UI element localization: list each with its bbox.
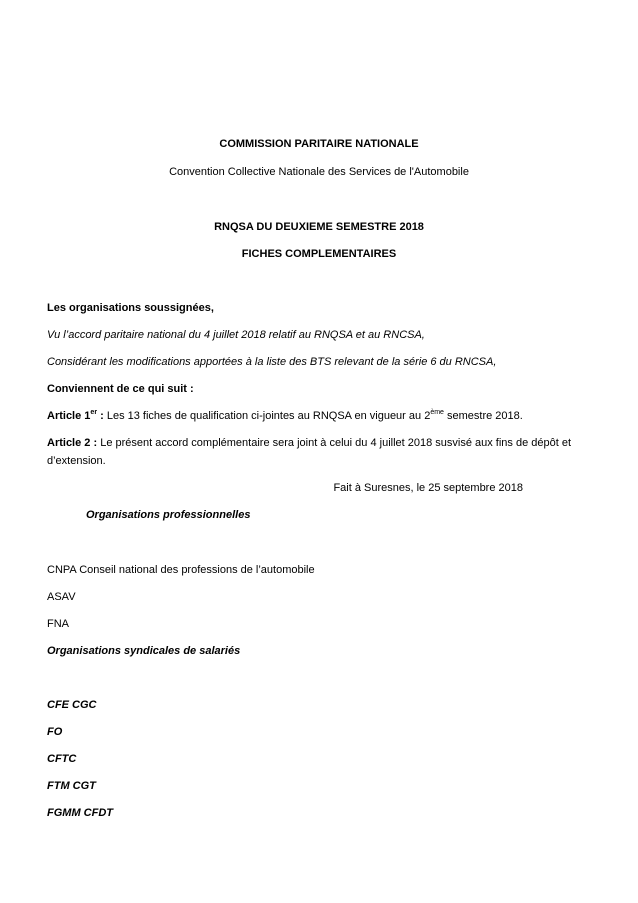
org-pro-item-cnpa: CNPA Conseil national des professions de l’automobile (47, 564, 315, 576)
article-2-line-2: d’extension. (47, 455, 106, 467)
org-synd-item-cftc: CFTC (47, 753, 77, 765)
organisations-soussignees: Les organisations soussignées, (47, 302, 214, 314)
org-pro-item-fna: FNA (47, 618, 69, 630)
organisations-professionnelles-heading: Organisations professionnelles (86, 509, 251, 521)
article-1-sup2: ème (430, 409, 444, 416)
article-1 (47, 409, 523, 423)
article-2-line-1 (47, 436, 571, 450)
org-synd-item-cfe-cgc: CFE CGC (47, 699, 97, 711)
org-synd-item-fgmm-cfdt: FGMM CFDT (47, 807, 113, 819)
commission-title: COMMISSION PARITAIRE NATIONALE (219, 138, 419, 150)
article-1-text-b: semestre 2018. (443, 410, 523, 422)
fiches-title: FICHES COMPLEMENTAIRES (241, 248, 397, 260)
org-synd-item-ftm-cgt: FTM CGT (47, 780, 96, 792)
article-2-label: Article 2 : (47, 437, 98, 449)
article-1-text-a: Les 13 fiches de qualification ci-jointes au RNQSA en vigueur au 2 (103, 410, 431, 422)
article-1-colon: : (97, 410, 104, 422)
article-1-sup: er (90, 409, 98, 416)
org-pro-item-asav: ASAV (47, 591, 76, 603)
article-2-text-line-1: Le présent accord complémentaire sera joint à celui du 4 juillet 2018 susvisé aux fins de dépôt et (97, 437, 572, 449)
convention-subtitle: Convention Collective Nationale des Services de l'Automobile (169, 166, 469, 178)
conviennent: Conviennent de ce qui suit : (47, 383, 194, 395)
organisations-syndicales-heading: Organisations syndicales de salariés (47, 645, 241, 657)
vu-accord: Vu l’accord paritaire national du 4 juillet 2018 relatif au RNQSA et au RNCSA, (47, 329, 425, 341)
fait-a-suresnes: Fait à Suresnes, le 25 septembre 2018 (333, 482, 523, 494)
article-1-label: Article 1 (47, 410, 91, 422)
considerant: Considérant les modifications apportées à la liste des BTS relevant de la série 6 du RNCSA, (47, 356, 497, 368)
org-synd-item-fo: FO (47, 726, 63, 738)
rnqsa-title: RNQSA DU DEUXIEME SEMESTRE 2018 (214, 221, 424, 233)
